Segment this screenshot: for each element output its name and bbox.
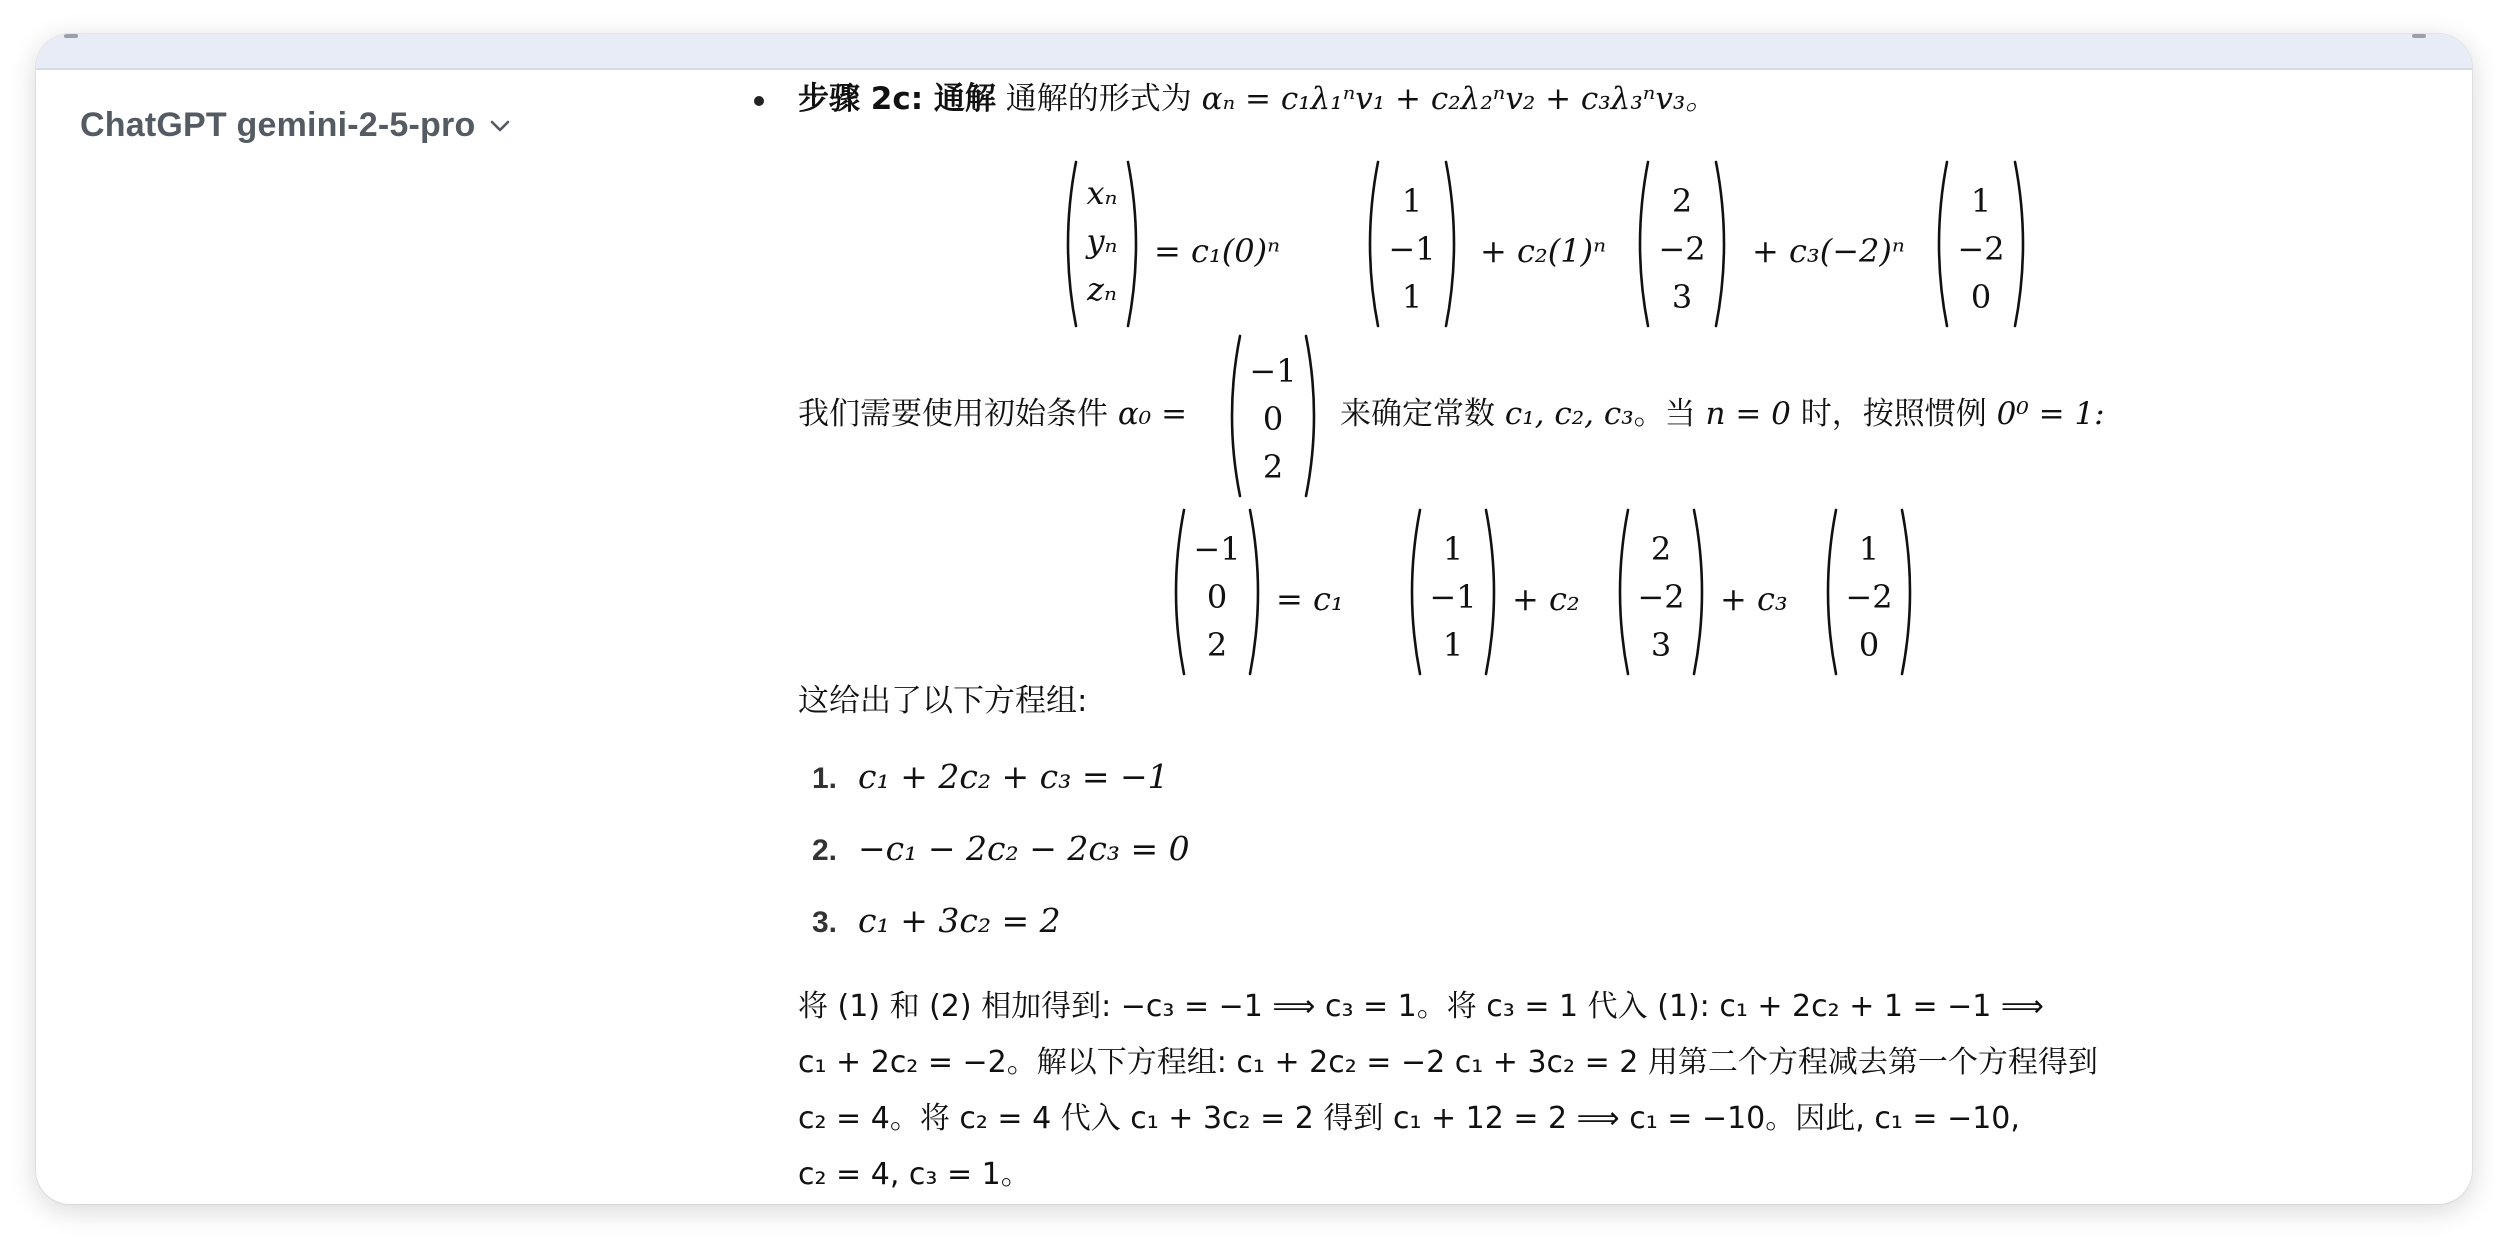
- v3-entry: 1: [1858, 530, 1880, 568]
- v1-entry: −1: [1429, 578, 1477, 616]
- lhs-entry: 0: [1206, 578, 1228, 616]
- system-equation-2: −c₁ − 2c₂ − 2c₃ = 0: [858, 829, 1190, 868]
- v1-entry: 1: [1401, 182, 1423, 220]
- v2-entry: 3: [1671, 278, 1693, 316]
- v3-right-paren: [1902, 510, 1910, 674]
- v3-entry: −2: [1957, 230, 2005, 268]
- v3-entry: 0: [1858, 626, 1880, 664]
- v2-left-paren: [1640, 162, 1648, 326]
- v3-entry: −2: [1845, 578, 1893, 616]
- init-alpha0: α₀ =: [1117, 396, 1188, 432]
- v3-left-paren: [1828, 510, 1836, 674]
- initial-condition-text-1: [798, 396, 1188, 432]
- v1-right-paren: [1446, 162, 1454, 326]
- step-intro-formula: αₙ = c₁λ₁ⁿv₁ + c₂λ₂ⁿv₂ + c₃λ₃ⁿv₃。: [1201, 81, 1717, 117]
- initial-condition-text-2: [1340, 396, 2105, 432]
- v2-right-paren: [1694, 510, 1702, 674]
- init-vec-entry: 0: [1262, 400, 1284, 438]
- lhs-y: yₙ: [1086, 222, 1118, 260]
- v2-entry: −2: [1637, 578, 1685, 616]
- system-equation-1: c₁ + 2c₂ + c₃ = −1: [858, 757, 1169, 796]
- bullet-icon: [754, 96, 764, 106]
- v2-entry: −2: [1658, 230, 1706, 268]
- v3-entry: 1: [1970, 182, 1992, 220]
- step-heading: [798, 81, 1717, 117]
- init-text-before: 我们需要使用初始条件: [798, 396, 1108, 432]
- model-name: ChatGPT gemini-2-5-pro: [80, 106, 476, 144]
- v1-entry: −1: [1388, 230, 1436, 268]
- v1-left-paren: [1370, 162, 1378, 326]
- v1-entry: 1: [1401, 278, 1423, 316]
- message-content: [36, 34, 2472, 1204]
- init-vec-entry: 2: [1262, 448, 1284, 486]
- system-intro: 这给出了以下方程组:: [798, 683, 1088, 719]
- v2-right-paren: [1716, 162, 1724, 326]
- initial-condition-equation: [1166, 502, 1946, 688]
- v1-entry: 1: [1442, 530, 1464, 568]
- init-text-convention: 时，按照惯例: [1800, 396, 1987, 432]
- init-text-after: 来确定常数: [1340, 396, 1495, 432]
- lhs-z: zₙ: [1087, 270, 1117, 308]
- init-left-paren: [1232, 336, 1240, 496]
- system-item-number: 2.: [812, 834, 838, 867]
- c1-coef: = c₁: [1276, 580, 1344, 618]
- v2-entry: 2: [1671, 182, 1693, 220]
- system-item-number: 1.: [812, 762, 838, 795]
- lhs-left-paren: [1176, 510, 1184, 674]
- init-right-paren: [1306, 336, 1314, 496]
- term3-coef: + c₃(−2)ⁿ: [1752, 232, 1905, 270]
- lhs-left-paren: [1068, 162, 1076, 326]
- v3-entry: 0: [1970, 278, 1992, 316]
- lhs-entry: −1: [1193, 530, 1241, 568]
- v2-entry: 3: [1650, 626, 1672, 664]
- initial-vector: [1222, 330, 1322, 510]
- v1-left-paren: [1412, 510, 1420, 674]
- v2-entry: 2: [1650, 530, 1672, 568]
- lhs-entry: 2: [1206, 626, 1228, 664]
- solution-line-3: c₂ = 4。将 c₂ = 4 代入 c₁ + 3c₂ = 2 得到 c₁ + 12 = 2 ⟹ c₁ = −10。因此, c₁ = −10,: [798, 1101, 2020, 1136]
- system-item-number: 3.: [812, 906, 838, 939]
- solution-line-1: 将 (1) 和 (2) 相加得到: −c₃ = −1 ⟹ c₃ = 1。将 c₃ = 1 代入 (1): c₁ + 2c₂ + 1 = −1 ⟹: [798, 989, 2044, 1024]
- init-convention: 0⁰ = 1:: [1996, 396, 2105, 432]
- app-window: [36, 34, 2472, 1204]
- term1-coef: = c₁(0)ⁿ: [1154, 232, 1281, 270]
- lhs-right-paren: [1128, 162, 1136, 326]
- init-constants: c₁, c₂, c₃: [1504, 396, 1634, 432]
- lhs-right-paren: [1250, 510, 1258, 674]
- solution-line-4: c₂ = 4, c₃ = 1。: [798, 1157, 1031, 1192]
- solution-line-2: c₁ + 2c₂ = −2。解以下方程组: c₁ + 2c₂ = −2 c₁ + 3c₂ = 2 用第二个方程减去第一个方程得到: [798, 1045, 2098, 1080]
- system-equation-3: c₁ + 3c₂ = 2: [858, 901, 1061, 940]
- term2-coef: + c₂(1)ⁿ: [1480, 232, 1607, 270]
- c3-coef: + c₃: [1720, 580, 1788, 618]
- init-n-eq: n = 0: [1705, 396, 1791, 432]
- v1-entry: 1: [1442, 626, 1464, 664]
- v1-right-paren: [1486, 510, 1494, 674]
- c2-coef: + c₂: [1512, 580, 1580, 618]
- init-vec-entry: −1: [1249, 352, 1297, 390]
- v3-right-paren: [2015, 162, 2023, 326]
- init-text-when: 。当: [1633, 396, 1696, 432]
- lhs-x: xₙ: [1086, 174, 1118, 212]
- step-intro-text: 通解的形式为: [1005, 81, 1192, 117]
- step-title: 步骤 2c: 通解: [798, 81, 996, 117]
- v2-left-paren: [1620, 510, 1628, 674]
- general-solution-equation: [1056, 152, 2056, 342]
- v3-left-paren: [1939, 162, 1947, 326]
